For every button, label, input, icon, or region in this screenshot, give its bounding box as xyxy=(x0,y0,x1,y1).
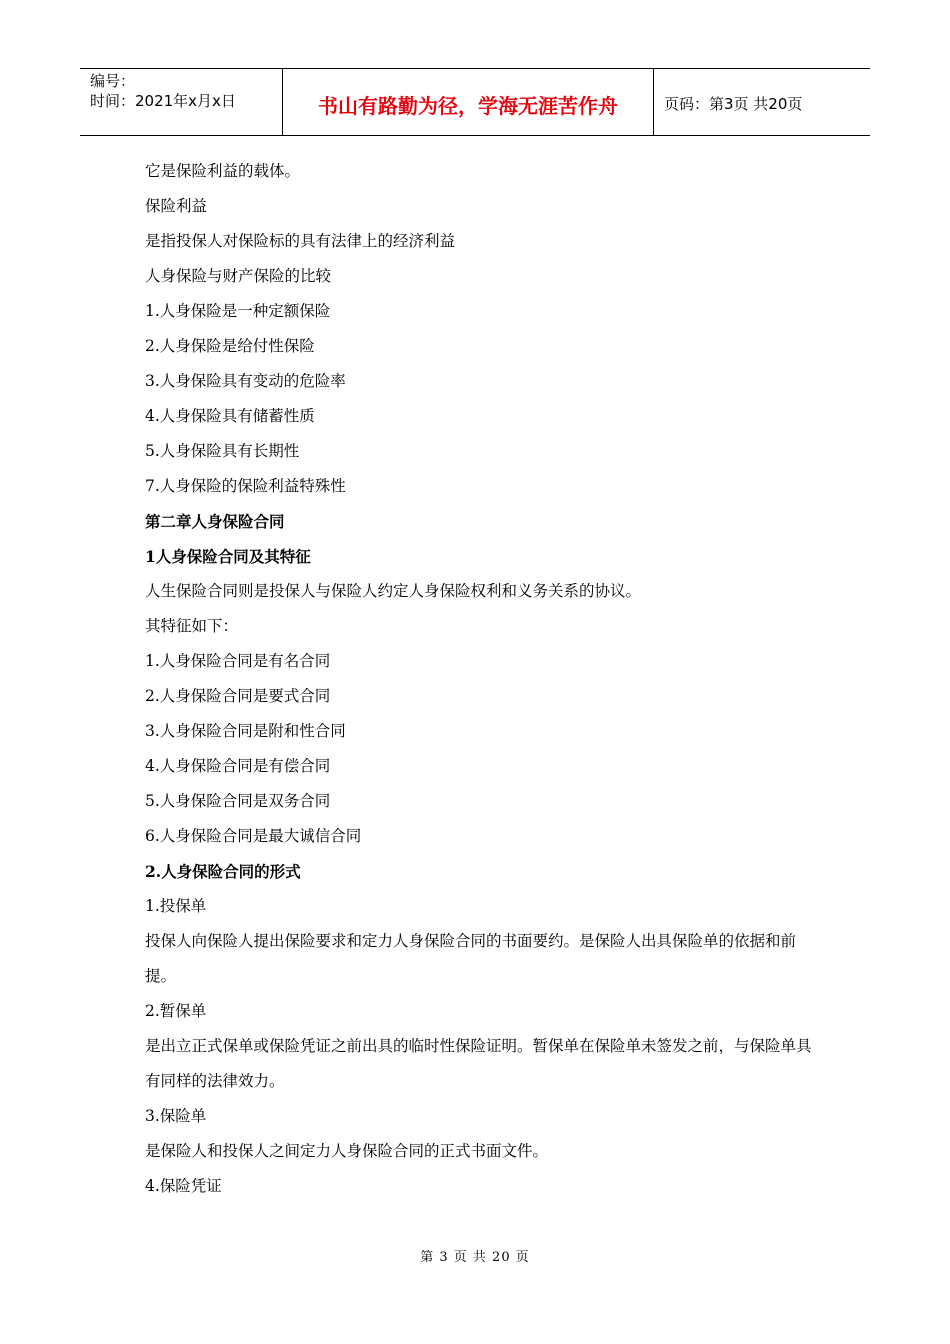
body-line: 其特征如下： xyxy=(145,617,239,635)
body-line: 是保险人和投保人之间定力人身保险合同的正式书面文件。 xyxy=(145,1142,549,1160)
body-paragraph: 投保人向保险人提出保险要求和定力人身保险合同的书面要约。是保险人出具保险单的依据和前提。 xyxy=(145,932,797,985)
section-heading: 2.人身保险合同的形式 xyxy=(145,862,301,881)
body-line: 4.保险凭证 xyxy=(145,1177,222,1195)
body-line: 5.人身保险合同是双务合同 xyxy=(145,792,331,810)
body-line: 3.人身保险具有变动的危险率 xyxy=(145,372,346,390)
body-line: 人生保险合同则是投保人与保险人约定人身保险权利和义务关系的协议。 xyxy=(145,582,642,600)
chapter-heading: 第二章人身保险合同 xyxy=(145,512,285,531)
header-meta-cell xyxy=(80,69,282,135)
body-line: 1.投保单 xyxy=(145,897,207,915)
body-line: 3.保险单 xyxy=(145,1107,207,1125)
body-line: 4.人身保险具有储蓄性质 xyxy=(145,407,315,425)
document-body xyxy=(145,154,825,1204)
section-heading: 1人身保险合同及其特征 xyxy=(145,547,311,566)
body-line: 3.人身保险合同是附和性合同 xyxy=(145,722,346,740)
page-footer: 第 3 页 共 20 页 xyxy=(420,1250,530,1265)
document-number-label: 编号： xyxy=(90,72,136,90)
body-line: 7.人身保险的保险利益特殊性 xyxy=(145,477,346,495)
document-time-label: 时间：2021年x月x日 xyxy=(90,92,236,110)
body-line: 1.人身保险是一种定额保险 xyxy=(145,302,331,320)
body-line: 2.人身保险是给付性保险 xyxy=(145,337,315,355)
body-line: 人身保险与财产保险的比较 xyxy=(145,267,332,285)
header-motto-cell xyxy=(282,69,654,135)
header-page-cell xyxy=(654,69,870,135)
body-line: 2.暂保单 xyxy=(145,1002,207,1020)
body-paragraph: 是出立正式保单或保险凭证之前出具的临时性保险证明。暂保单在保险单未签发之前，与保险单具有同样的法律效力。 xyxy=(145,1037,812,1090)
body-line: 保险利益 xyxy=(145,197,208,215)
body-line: 它是保险利益的载体。 xyxy=(145,162,301,180)
header-page-info: 页码：第3页 共20页 xyxy=(664,94,803,113)
body-line: 是指投保人对保险标的具有法律上的经济利益 xyxy=(145,232,456,250)
body-line: 5.人身保险具有长期性 xyxy=(145,442,300,460)
page-header xyxy=(80,68,870,136)
body-line: 2.人身保险合同是要式合同 xyxy=(145,687,331,705)
body-line: 6.人身保险合同是最大诚信合同 xyxy=(145,827,362,845)
header-motto: 书山有路勤为径，学海无涯苦作舟 xyxy=(318,93,618,118)
body-line: 4.人身保险合同是有偿合同 xyxy=(145,757,331,775)
body-line: 1.人身保险合同是有名合同 xyxy=(145,652,331,670)
